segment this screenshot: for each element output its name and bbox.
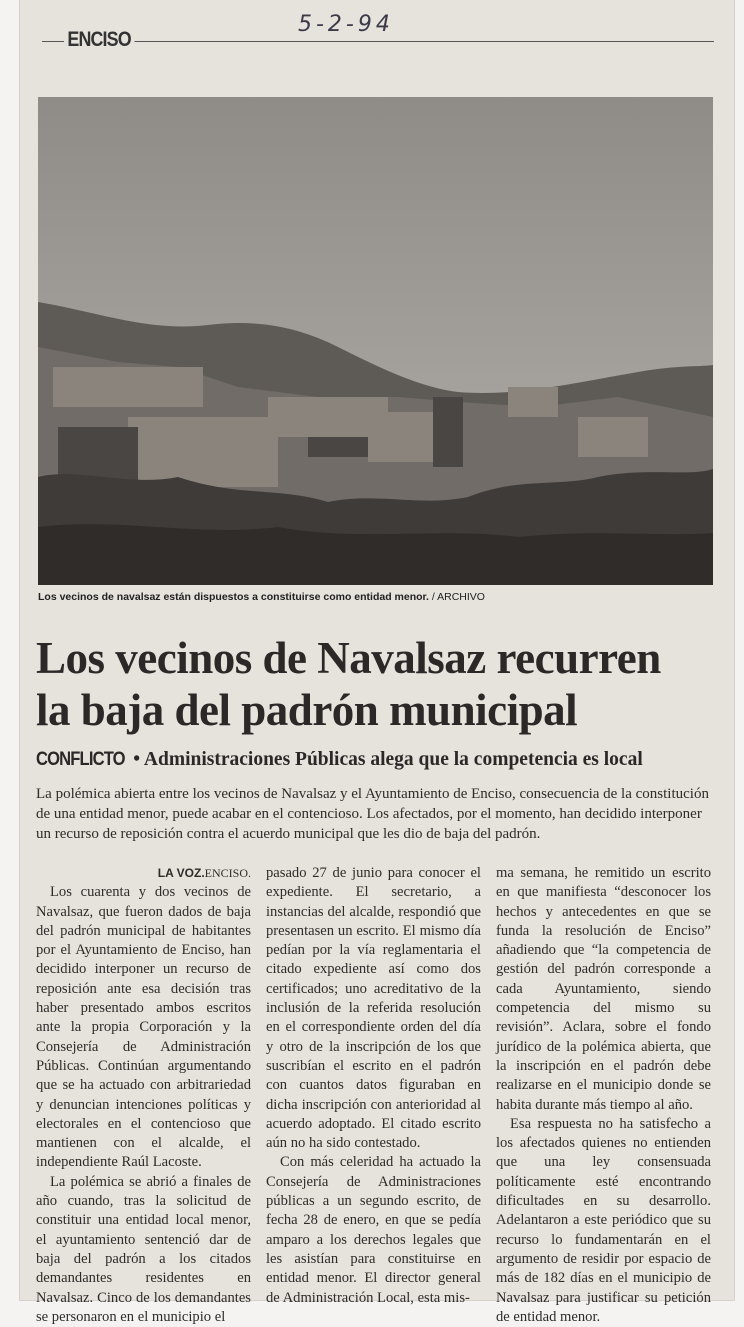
paragraph: pasado 27 de junio para conocer el expediente. El secretario, a instancias del alcalde, respondió que presentasen un escrito. El mismo día pedían por la vía reglamentaria el citado expediente así como dos certificados; uno acreditativo de la inclusión de la referida resolución en el correspondiente orden del día y otro de la inscripción de los que suscribían el escrito en el padrón con cuantos datos figuraban en dicha inscripción con anterioridad al acuerdo adoptado. El citado escrito aún no ha sido contestado.	[266, 865, 481, 1152]
byline-place: ENCISO.	[204, 866, 251, 880]
photo-caption	[38, 591, 485, 603]
paragraph: Esa respuesta no ha satisfecho a los afectados quienes no entienden que una ley consensuada políticamente esté encontrando dificultades en su desarrollo. Adelantaron a este periódico que su recurso lo fundamentarán en el argumento de residir por espacio de más de 182 días en el municipio de Navalsaz para justificar su petición de entidad menor.	[496, 1115, 711, 1325]
handwritten-date: 5-2-94	[298, 12, 394, 37]
headline-line-1: Los vecinos de Navalsaz recurren	[36, 633, 661, 683]
headline	[36, 632, 726, 736]
photo-credit: / ARCHIVO	[431, 591, 485, 603]
headline-line-2: la baja del padrón municipal	[36, 685, 578, 735]
byline-agency: LA VOZ.	[157, 866, 205, 880]
lead-paragraph: La polémica abierta entre los vecinos de Navalsaz y el Ayuntamiento de Enciso, consecuencia de la constitución de una entidad menor, puede acabar en el contencioso. Los afectados, por el momento, han decidido interponer un recurso de reposición contra el acuerdo municipal que les dio de baja del padrón.	[36, 786, 709, 842]
paragraph: ma semana, he remitido un escrito en que manifiesta “desconocer los hechos y antecedentes en que se funda la resolución de Enciso” añadiendo que “la competencia de gestión del padrón corresponde a cada Ayuntamiento, siendo competencia del mismo su revisión”. Aclara, sobre el fondo jurídico de la polémica abierta, que la inscripción en el padrón debe realizarse en el municipio donde se habita durante más tiempo al año.	[496, 865, 711, 1113]
paragraph: La polémica se abrió a finales de año cuando, tras la solicitud de constituir una entidad local menor, el ayuntamiento sentenció dar de baja del padrón a los citados demandantes residentes en Navalsaz. Cinco de los demandantes se personaron en el municipio el	[36, 1173, 251, 1325]
section-name: ENCISO	[64, 28, 134, 52]
subhead-text: Administraciones Públicas alega que la competencia es local	[143, 749, 643, 770]
body-column-3	[496, 864, 711, 1327]
subheadline	[36, 748, 726, 771]
body-column-2	[266, 864, 481, 1308]
byline	[36, 864, 251, 883]
subhead-bullet: •	[133, 749, 141, 770]
article-photo	[38, 97, 713, 585]
caption-text: Los vecinos de navalsaz están dispuestos a constituirse como entidad menor.	[38, 591, 429, 603]
subhead-kicker: CONFLICTO	[36, 748, 125, 770]
body-column-1	[36, 864, 251, 1327]
paragraph: Los cuarenta y dos vecinos de Navalsaz, que fueron dados de baja del padrón municipal de habitantes por el Ayuntamiento de Enciso, han decidido interponer un recurso de reposición ante esa decisión tras haber presentado ambos escritos ante la propia Corporación y la Consejería de Administración Públicas. Continúan argumentando que se ha actuado con arbitrariedad y denuncian intenciones políticas y electorales en el contencioso que mantienen con el alcalde, el independiente Raúl Lacoste.	[36, 884, 251, 1171]
section-rule	[42, 41, 714, 42]
paragraph: Con más celeridad ha actuado la Consejería de Administraciones públicas a un segundo escrito, de fecha 28 de enero, en que se pedía amparo a los derechos legales que les asistían para constituirse en entidad menor. El director general de Administración Local, esta mis-	[266, 1154, 481, 1306]
